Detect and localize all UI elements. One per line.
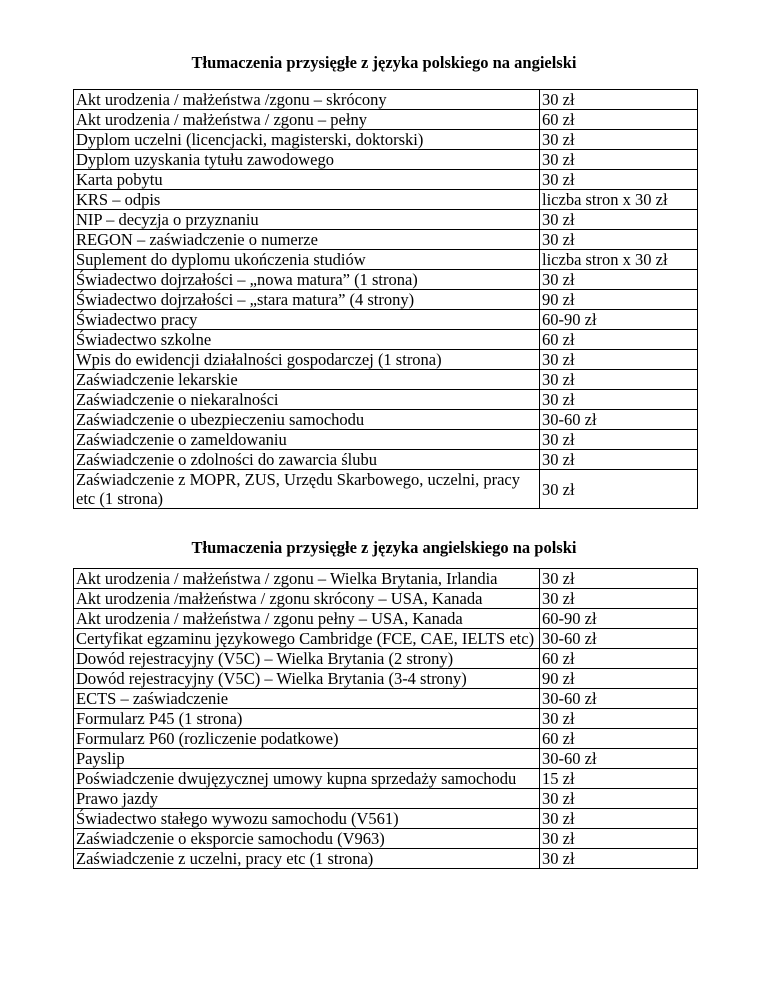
table-row <box>74 769 698 789</box>
document-cell: Suplement do dyplomu ukończenia studiów <box>74 250 540 270</box>
price-cell: 30-60 zł <box>540 749 698 769</box>
section-title-en-pl: Tłumaczenia przysięgłe z języka angielskiego na polski <box>191 538 577 557</box>
table-row <box>74 789 698 809</box>
table-row <box>74 230 698 250</box>
table-row <box>74 370 698 390</box>
table-row <box>74 270 698 290</box>
document-cell: REGON – zaświadczenie o numerze <box>74 230 540 250</box>
table-row <box>74 430 698 450</box>
price-cell: 30 zł <box>540 370 698 390</box>
document-cell: KRS – odpis <box>74 190 540 210</box>
table-row <box>74 110 698 130</box>
table-row <box>74 130 698 150</box>
document-cell: ECTS – zaświadczenie <box>74 689 540 709</box>
table-row <box>74 809 698 829</box>
document-cell: Zaświadczenie lekarskie <box>74 370 540 390</box>
document-cell: Certyfikat egzaminu językowego Cambridge (FCE, CAE, IELTS etc) <box>74 629 540 649</box>
price-cell: 30-60 zł <box>540 629 698 649</box>
document-cell: Prawo jazdy <box>74 789 540 809</box>
table-row <box>74 609 698 629</box>
table-row <box>74 310 698 330</box>
price-cell: 30 zł <box>540 90 698 110</box>
price-cell: 30 zł <box>540 350 698 370</box>
document-cell: Zaświadczenie o zdolności do zawarcia ślubu <box>74 450 540 470</box>
table-row <box>74 210 698 230</box>
table-row <box>74 849 698 869</box>
document-cell: Akt urodzenia /małżeństwa / zgonu skrócony – USA, Kanada <box>74 589 540 609</box>
document-cell: Dowód rejestracyjny (V5C) – Wielka Brytania (2 strony) <box>74 649 540 669</box>
price-cell: 90 zł <box>540 290 698 310</box>
document-cell: Akt urodzenia / małżeństwa /zgonu – skrócony <box>74 90 540 110</box>
price-cell: liczba stron x 30 zł <box>540 250 698 270</box>
document-cell: Dowód rejestracyjny (V5C) – Wielka Brytania (3-4 strony) <box>74 669 540 689</box>
document-cell: Zaświadczenie o eksporcie samochodu (V963) <box>74 829 540 849</box>
price-cell: 60 zł <box>540 330 698 350</box>
document-cell: Świadectwo pracy <box>74 310 540 330</box>
table-row <box>74 749 698 769</box>
document-cell: Dyplom uzyskania tytułu zawodowego <box>74 150 540 170</box>
table-row <box>74 470 698 509</box>
document-cell: Zaświadczenie o niekaralności <box>74 390 540 410</box>
price-cell: 30 zł <box>540 130 698 150</box>
price-cell: 30 zł <box>540 569 698 589</box>
price-cell: 30 zł <box>540 589 698 609</box>
document-cell: Karta pobytu <box>74 170 540 190</box>
table-row <box>74 569 698 589</box>
table-row <box>74 669 698 689</box>
price-cell: 60 zł <box>540 649 698 669</box>
document-cell: Formularz P45 (1 strona) <box>74 709 540 729</box>
document-cell: Wpis do ewidencji działalności gospodarczej (1 strona) <box>74 350 540 370</box>
document-cell: Akt urodzenia / małżeństwa / zgonu – Wielka Brytania, Irlandia <box>74 569 540 589</box>
table-row <box>74 250 698 270</box>
table-row <box>74 170 698 190</box>
price-cell: 30 zł <box>540 390 698 410</box>
document-cell: Payslip <box>74 749 540 769</box>
price-cell: 60-90 zł <box>540 609 698 629</box>
price-cell: 30 zł <box>540 470 698 509</box>
document-cell: Zaświadczenie z MOPR, ZUS, Urzędu Skarbowego, uczelni, pracy etc (1 strona) <box>74 470 540 509</box>
price-cell: 15 zł <box>540 769 698 789</box>
table-row <box>74 729 698 749</box>
document-cell: Dyplom uczelni (licencjacki, magisterski, doktorski) <box>74 130 540 150</box>
section-title-pl-en: Tłumaczenia przysięgłe z języka polskiego na angielski <box>191 53 577 72</box>
price-cell: 30 zł <box>540 450 698 470</box>
document-cell: Zaświadczenie o ubezpieczeniu samochodu <box>74 410 540 430</box>
table-row <box>74 450 698 470</box>
price-cell: 30-60 zł <box>540 410 698 430</box>
table-row <box>74 689 698 709</box>
price-cell: 30 zł <box>540 849 698 869</box>
table-row <box>74 350 698 370</box>
price-table-en-pl <box>73 568 698 869</box>
document-cell: Akt urodzenia / małżeństwa / zgonu pełny – USA, Kanada <box>74 609 540 629</box>
price-cell: 90 zł <box>540 669 698 689</box>
document-cell: Formularz P60 (rozliczenie podatkowe) <box>74 729 540 749</box>
document-cell: NIP – decyzja o przyznaniu <box>74 210 540 230</box>
table-row <box>74 90 698 110</box>
document-cell: Zaświadczenie o zameldowaniu <box>74 430 540 450</box>
price-cell: 30 zł <box>540 809 698 829</box>
price-cell: 30-60 zł <box>540 689 698 709</box>
table-row <box>74 709 698 729</box>
document-cell: Zaświadczenie z uczelni, pracy etc (1 strona) <box>74 849 540 869</box>
document-cell: Świadectwo dojrzałości – „nowa matura” (1 strona) <box>74 270 540 290</box>
table-row <box>74 290 698 310</box>
price-cell: 60 zł <box>540 110 698 130</box>
price-cell: 30 zł <box>540 230 698 250</box>
price-cell: 30 zł <box>540 709 698 729</box>
table-row <box>74 589 698 609</box>
table-row <box>74 410 698 430</box>
price-cell: 30 zł <box>540 270 698 290</box>
price-cell: 30 zł <box>540 150 698 170</box>
price-cell: 30 zł <box>540 210 698 230</box>
document-cell: Akt urodzenia / małżeństwa / zgonu – pełny <box>74 110 540 130</box>
table-row <box>74 150 698 170</box>
price-cell: 30 zł <box>540 789 698 809</box>
price-cell: 30 zł <box>540 829 698 849</box>
table-row <box>74 390 698 410</box>
document-cell: Świadectwo dojrzałości – „stara matura” (4 strony) <box>74 290 540 310</box>
document-cell: Świadectwo stałego wywozu samochodu (V561) <box>74 809 540 829</box>
price-table-pl-en <box>73 89 698 509</box>
table-row <box>74 649 698 669</box>
price-cell: 60-90 zł <box>540 310 698 330</box>
price-cell: liczba stron x 30 zł <box>540 190 698 210</box>
price-cell: 30 zł <box>540 430 698 450</box>
document-cell: Świadectwo szkolne <box>74 330 540 350</box>
table-row <box>74 829 698 849</box>
table-row <box>74 190 698 210</box>
price-cell: 60 zł <box>540 729 698 749</box>
price-cell: 30 zł <box>540 170 698 190</box>
document-cell: Poświadczenie dwujęzycznej umowy kupna sprzedaży samochodu <box>74 769 540 789</box>
table-row <box>74 330 698 350</box>
table-row <box>74 629 698 649</box>
